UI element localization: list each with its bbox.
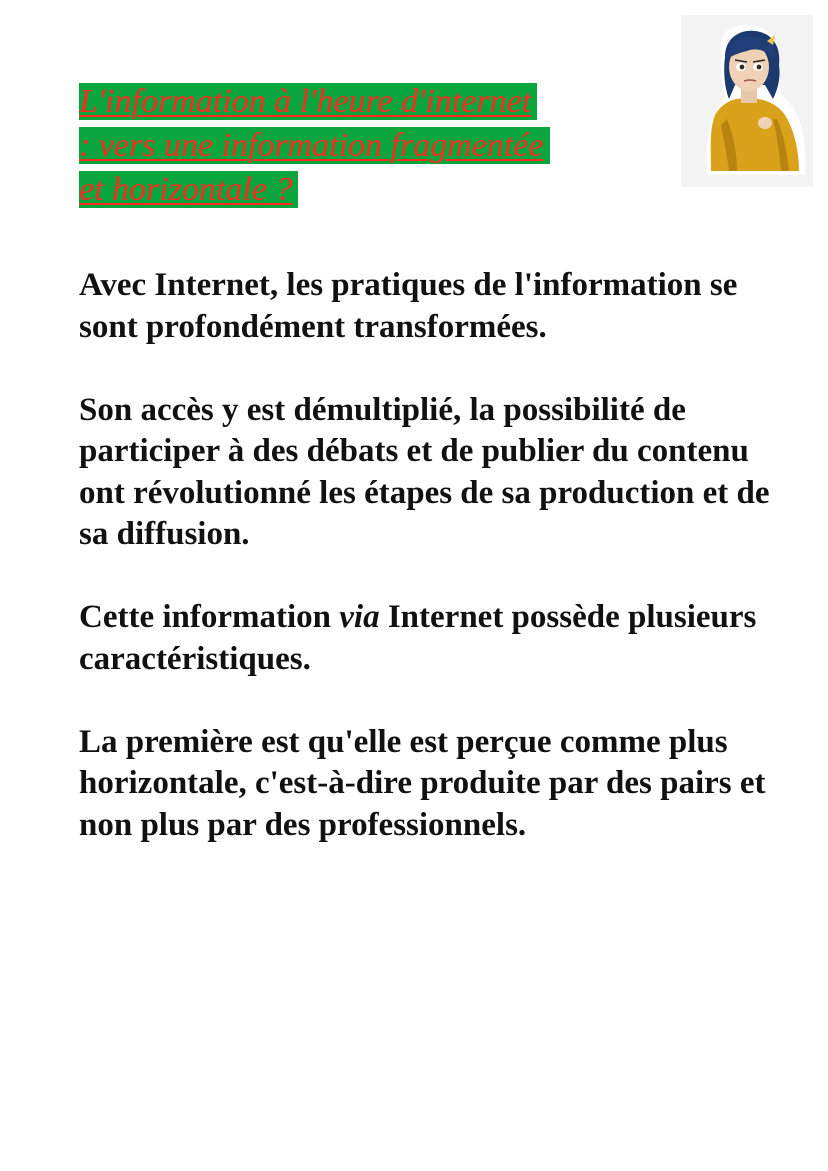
paragraph: Cette information via Internet possède plusieurs caractéristiques. [79,599,757,677]
document-body [79,265,779,888]
portrait-illustration [681,15,813,187]
title-line: : vers une information fragmentée [79,124,659,168]
girl-raincoat-icon [681,15,813,187]
paragraph: La première est qu'elle est perçue comme plus horizontale, c'est-à-dire produite par des pairs et non plus par des professionnels. [79,723,766,843]
document-title [79,80,659,212]
paragraph: Son accès y est démultiplié, la possibilité de participer à des débats et de publier du contenu ont révolutionné les étapes de sa production et de sa diffusion. [79,391,770,552]
paragraph: Avec Internet, les pratiques de l'information se sont profondément transformées. [79,267,738,345]
title-line: et horizontale ? [79,168,659,212]
italic-term: via [339,599,380,635]
title-line: L'information à l'heure d'internet [79,80,659,124]
